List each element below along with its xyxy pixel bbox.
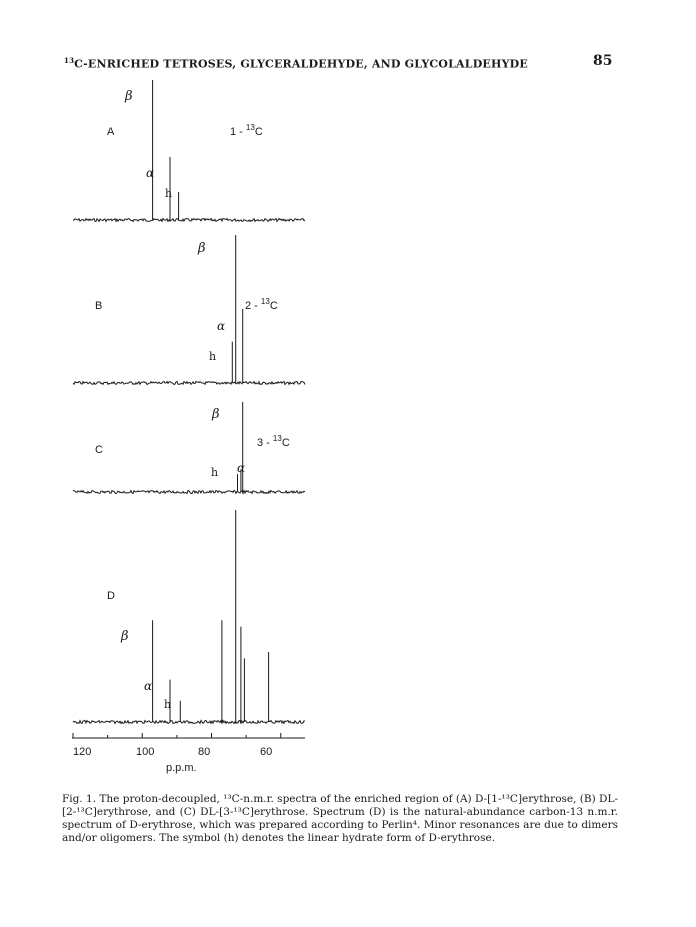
panel-c-isotope-label: 3 - — [257, 437, 273, 449]
spectrum-trace-a — [73, 80, 305, 222]
peak-label-c-alpha: α — [237, 461, 246, 475]
panel-b — [73, 235, 305, 385]
caption-text: Fig. 1. The proton-decoupled, ¹³C-n.m.r. spectra of the enriched region of (A) D-[1-¹³C]erythrose, (B) DL-[2-¹³C]erythrose, and (C) DL-[3-¹³C]erythrose. Spectrum (D) is the natural-abundance carbon-13 n.m.r. spectrum of D-erythrose, which was prepared according to Perlin⁴. Minor resonances are due to dimers and/or oligomers. The symbol (h) denotes the linear hydrate form of D-erythrose. — [62, 793, 618, 844]
figure-caption — [62, 793, 618, 845]
tick-label-60: 60 — [260, 746, 273, 758]
peak-label-b-beta: β — [198, 241, 206, 256]
peak-label-a-h: h — [165, 187, 173, 200]
panel-c-isotope-elem: C — [281, 437, 290, 449]
running-title-text: C-ENRICHED TETROSES, GLYCERALDEHYDE, AND GLYCOLALDEHYDE — [74, 57, 528, 71]
tick-label-120: 120 — [73, 746, 92, 758]
x-axis — [72, 733, 305, 774]
spectrum-trace-d — [73, 510, 305, 724]
panel-b-isotope-mass: 13 — [260, 297, 270, 306]
peak-label-a-alpha: α — [146, 166, 155, 180]
panel-c-isotope — [257, 434, 290, 449]
panel-a-isotope — [230, 123, 263, 138]
panel-d — [73, 510, 305, 724]
panel-b-isotope — [245, 297, 278, 312]
panel-a-letter: A — [107, 126, 115, 138]
panel-c — [73, 402, 305, 494]
panel-c-letter: C — [95, 444, 103, 456]
panel-b-isotope-elem: C — [269, 300, 278, 312]
peak-label-a-beta: β — [125, 89, 133, 104]
peak-label-d-alpha: α — [144, 679, 153, 693]
running-title-superscript: 13 — [64, 56, 75, 65]
page-number: 85 — [593, 53, 613, 69]
panel-a-isotope-mass: 13 — [245, 123, 255, 132]
panel-b-letter: B — [95, 300, 103, 312]
peak-label-b-h: h — [209, 350, 217, 363]
tick-label-100: 100 — [136, 746, 155, 758]
panel-c-isotope-mass: 13 — [272, 434, 282, 443]
peak-label-c-h: h — [211, 466, 219, 479]
peak-label-b-alpha: α — [217, 319, 226, 333]
x-axis-unit: p.p.m. — [166, 762, 197, 774]
panel-d-letter: D — [107, 590, 115, 602]
peak-label-d-h: h — [164, 698, 172, 711]
panel-b-isotope-label: 2 - — [245, 300, 261, 312]
peak-label-d-beta: β — [121, 629, 129, 644]
tick-label-80: 80 — [198, 746, 211, 758]
panel-a-isotope-label: 1 - — [230, 126, 246, 138]
panel-a — [73, 80, 305, 222]
panel-a-isotope-elem: C — [254, 126, 263, 138]
peak-label-c-beta: β — [212, 407, 220, 422]
x-axis-ticks — [73, 733, 281, 738]
